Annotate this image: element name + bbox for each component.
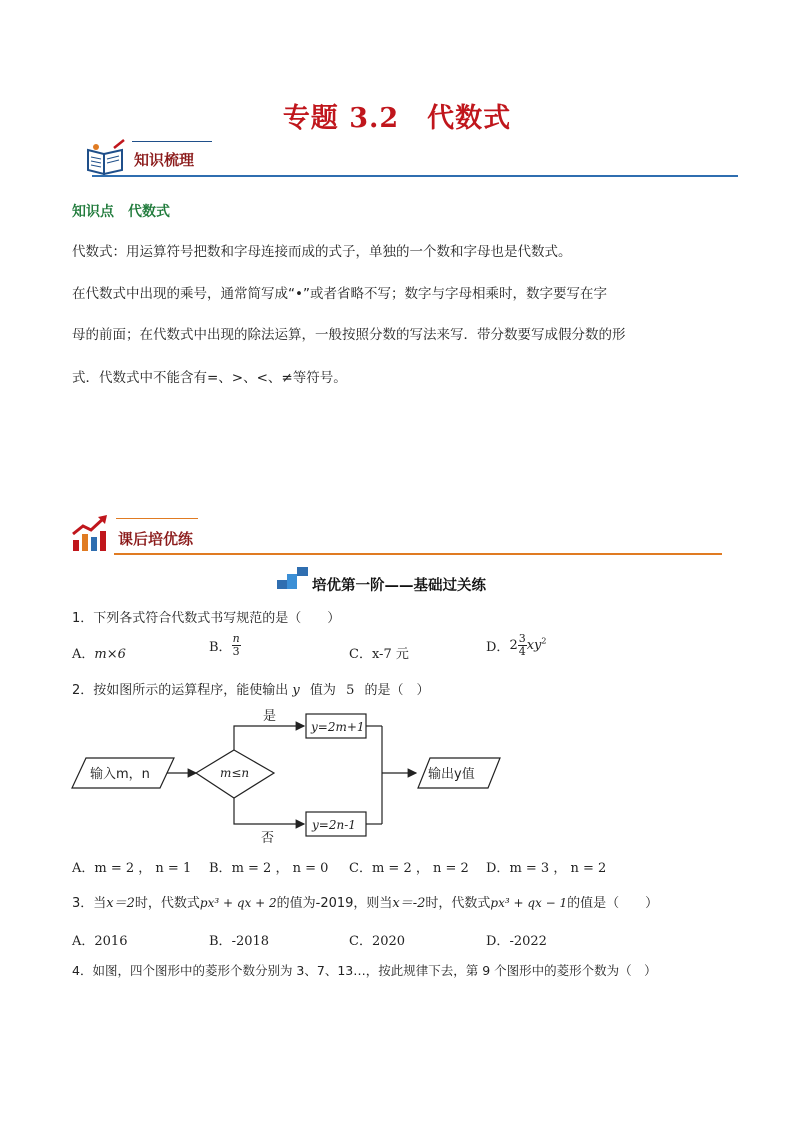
q2-flowchart — [70, 702, 510, 844]
stairs-icon — [276, 566, 310, 590]
q2-a-text: m = 2 ， n = 1 — [94, 861, 192, 876]
practice-header-label: 课后培优练 — [118, 530, 194, 548]
q3-c-label: C． — [349, 934, 372, 949]
practice-header-rule — [114, 553, 722, 555]
q1-stem: 1．下列各式符合代数式书写规范的是（ ） — [72, 611, 341, 626]
practice-underline-short — [116, 518, 198, 519]
q2-c-label: C． — [349, 861, 372, 876]
q2-option-a — [72, 857, 191, 876]
knowledge-para-2-line-1: 在代数式中出现的乘号，通常简写成“•”或者省略不写；数字与字母相乘时，数字要写在字 — [72, 286, 607, 302]
q3-c-text: 2020 — [371, 934, 406, 949]
q2-stem-b: 值为 — [309, 683, 336, 698]
q2-d-text: m = 3 ， n = 2 — [509, 861, 607, 876]
q3-option-a — [72, 930, 127, 949]
q3-a-text: 2016 — [94, 934, 128, 949]
q1-d-label: D． — [486, 640, 510, 655]
q1-b-fraction — [232, 633, 241, 658]
book-icon — [84, 138, 128, 178]
q4-stem: 4．如图，四个图形中的菱形个数分别为 3、7、13…，按此规律下去，第 9 个图形中的菱形个数为（ ） — [72, 963, 657, 978]
q1-b-label: B． — [209, 640, 232, 655]
q3-stem-expr2: px³ + qx − 1 — [490, 896, 568, 910]
q1-d-exp: 2 — [541, 636, 547, 646]
q1-d-whole: 2 — [509, 638, 518, 653]
page-title: 专题 3.2 代数式 — [282, 103, 512, 134]
q2-b-text: m = 2 ， n = 0 — [231, 861, 329, 876]
flow-input-label: 输入m，n — [90, 767, 150, 782]
q2-d-label: D． — [486, 861, 510, 876]
q3-stem-c: 的值为-2019，则当 — [276, 896, 393, 911]
flow-yes-path — [234, 726, 304, 750]
knowledge-header-label: 知识梳理 — [134, 151, 195, 169]
stage-title: 培优第一阶——基础过关练 — [312, 578, 486, 594]
q1-a-label: A． — [72, 647, 95, 662]
q3-a-label: A． — [72, 934, 95, 949]
q2-stem-var: y — [292, 683, 300, 698]
q3-option-d — [486, 930, 547, 949]
q3-stem-e: 的值是（ ） — [567, 896, 659, 911]
section-underline-short — [132, 141, 212, 142]
q1-option-c — [349, 643, 409, 662]
q3-stem-x1: x＝2 — [106, 896, 135, 911]
knowledge-point-title: 知识点 代数式 — [72, 204, 170, 220]
q1-c-label: C． — [349, 647, 372, 662]
q2-option-d — [486, 857, 606, 876]
flow-no-label: 否 — [261, 831, 275, 844]
q3-option-b — [209, 930, 269, 949]
q3-b-text: -2018 — [231, 934, 270, 949]
q1-d-tail: xy — [526, 638, 542, 653]
q3-stem — [72, 892, 658, 911]
q1-d-den: 4 — [518, 645, 526, 658]
q3-stem-expr1: px³ + qx + 2 — [199, 896, 277, 910]
q3-b-label: B． — [209, 934, 232, 949]
q2-stem-a: 2．按如图所示的运算程序，能使输出 — [72, 683, 289, 698]
stage-title-row — [276, 566, 536, 594]
q3-stem-b: 时，代数式 — [134, 896, 200, 911]
q2-stem — [72, 679, 430, 698]
q3-stem-d: 时，代数式 — [425, 896, 491, 911]
q2-b-label: B． — [209, 861, 232, 876]
q2-option-c — [349, 857, 469, 876]
q1-option-d — [486, 633, 547, 658]
knowledge-header-rule — [92, 175, 738, 177]
knowledge-para-1: 代数式：用运算符号把数和字母连接而成的式子，单独的一个数和字母也是代数式。 — [72, 244, 572, 260]
q2-stem-val: 5 — [346, 683, 355, 698]
growth-chart-icon — [70, 514, 110, 552]
knowledge-para-2-line-2: 母的前面；在代数式中出现的除法运算，一般按照分数的写法来写．带分数要写成假分数的形 — [72, 327, 626, 343]
q1-option-a — [72, 643, 126, 662]
q1-b-num: n — [232, 632, 240, 645]
q1-a-text: m×6 — [94, 647, 126, 662]
practice-section-header — [70, 514, 724, 556]
flow-output-label: 输出y值 — [428, 767, 475, 782]
knowledge-section-header — [84, 138, 738, 180]
q1-d-num: 3 — [518, 632, 526, 645]
flow-condition-label: m≤n — [220, 766, 250, 780]
q1-option-b — [209, 633, 241, 658]
q1-d-fraction — [518, 633, 527, 658]
q3-stem-a: 3．当 — [72, 896, 107, 911]
flow-yes-label: 是 — [263, 709, 277, 724]
flow-no-box-label: y=2n-1 — [312, 818, 356, 832]
q3-d-text: -2022 — [509, 934, 547, 949]
q2-a-label: A． — [72, 861, 95, 876]
q3-option-c — [349, 930, 405, 949]
knowledge-para-2-line-3: 式．代数式中不能含有=、>、<、≠等符号。 — [72, 370, 347, 386]
q3-stem-x2: x＝-2 — [392, 896, 426, 911]
q2-option-b — [209, 857, 328, 876]
flow-no-path — [234, 798, 304, 824]
q1-b-den: 3 — [232, 645, 240, 658]
q3-d-label: D． — [486, 934, 510, 949]
flow-yes-box-label: y=2m+1 — [311, 720, 365, 734]
q2-c-text: m = 2 ， n = 2 — [371, 861, 469, 876]
q2-stem-c: 的是（ ） — [364, 683, 430, 698]
q1-c-text: x-7 元 — [371, 647, 409, 662]
